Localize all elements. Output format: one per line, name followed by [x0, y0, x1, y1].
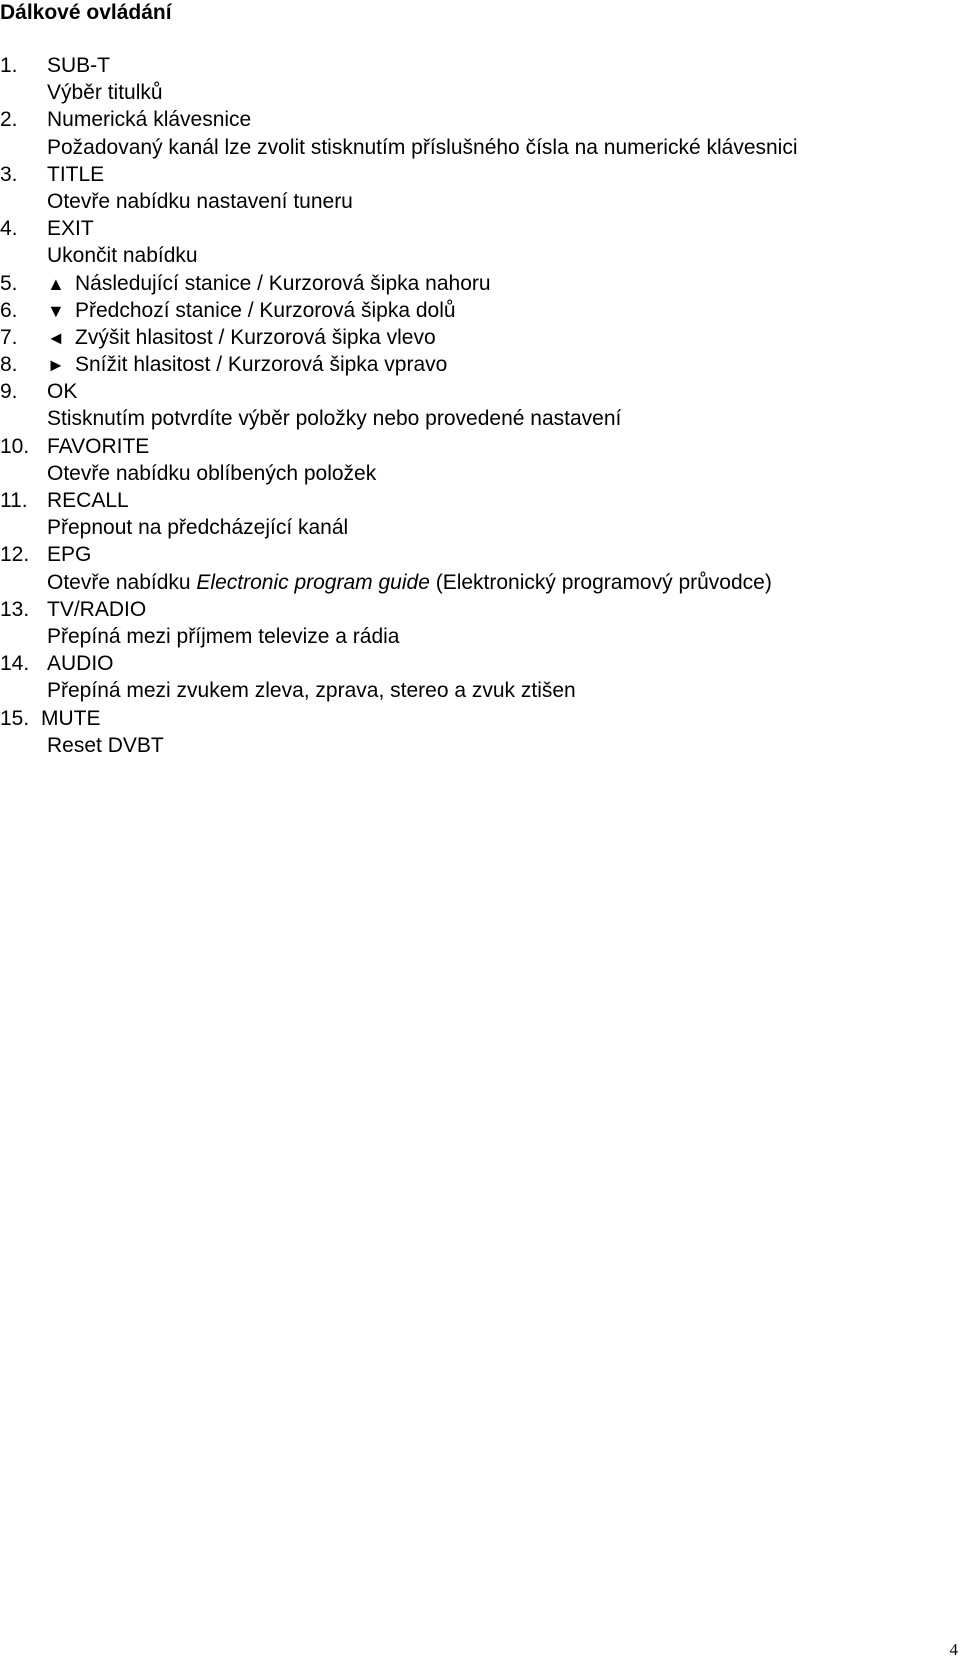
list-item-desc-row — [0, 134, 950, 161]
list-item-label-row — [0, 596, 950, 623]
item-label: FAVORITE — [47, 434, 150, 458]
item-description: Přepíná mezi příjmem televize a rádia — [47, 624, 400, 648]
item-description: Otevře nabídku nastavení tuneru — [47, 189, 353, 213]
item-number: 3. — [0, 162, 18, 186]
item-number: 13. — [0, 597, 30, 621]
list-item-label-row — [0, 705, 950, 732]
item-label — [47, 324, 436, 352]
item-description: Přepíná mezi zvukem zleva, zprava, stereo a zvuk ztišen — [47, 679, 576, 703]
item-number: 8. — [0, 353, 18, 377]
item-label: OK — [47, 380, 78, 404]
list-item-label-row — [0, 378, 950, 405]
item-label: EPG — [47, 543, 92, 567]
arrow-down-icon: ▼ — [47, 300, 65, 321]
list-item-desc-row — [0, 677, 950, 704]
item-label — [47, 351, 447, 379]
desc-part: (Elektronický programový průvodce) — [429, 570, 772, 594]
list-item-desc-row — [0, 623, 950, 650]
item-number: 11. — [0, 489, 28, 512]
list-item-desc-row — [0, 514, 950, 541]
list-item-desc-row — [0, 405, 950, 432]
item-label: AUDIO — [47, 652, 114, 676]
list-item-desc-row — [0, 242, 950, 269]
item-number: 6. — [0, 298, 18, 322]
item-label-text: Následující stanice / Kurzorová šipka nahoru — [75, 271, 491, 295]
list-item-desc-row — [0, 569, 950, 596]
item-label: EXIT — [47, 217, 94, 241]
item-number: 4. — [0, 217, 18, 241]
item-description: Výběr titulků — [47, 81, 163, 105]
item-description: Přepnout na předcházející kanál — [47, 516, 349, 540]
item-description: Reset DVBT — [47, 733, 164, 757]
item-number: 2. — [0, 108, 18, 132]
list-item — [0, 270, 950, 297]
list-item — [0, 351, 950, 378]
list-item-label-row — [0, 487, 950, 514]
item-label: SUB-T — [47, 54, 110, 77]
list-item-label-row — [0, 215, 950, 242]
item-label: Numerická klávesnice — [47, 108, 252, 132]
item-label — [47, 297, 456, 325]
list-item-desc-row — [0, 732, 950, 759]
item-label: TV/RADIO — [47, 597, 147, 621]
list-item-label-row — [0, 52, 950, 79]
item-description: Ukončit nabídku — [47, 244, 198, 268]
item-label — [47, 270, 491, 298]
list-item-label-row — [0, 106, 950, 133]
list-item-desc-row — [0, 188, 950, 215]
item-label-text: Zvýšit hlasitost / Kurzorová šipka vlevo — [75, 325, 436, 349]
item-number: 10. — [0, 434, 30, 458]
list-item-label-row — [0, 161, 950, 188]
item-number: 5. — [0, 271, 18, 295]
list-item — [0, 324, 950, 351]
page-number: 4 — [949, 1640, 958, 1659]
list-item-label-row — [0, 650, 950, 677]
list-item-label-row — [0, 541, 950, 568]
arrow-left-icon: ◄ — [47, 327, 65, 348]
item-label: MUTE — [41, 706, 101, 730]
item-description: Požadovaný kanál lze zvolit stisknutím příslušného čísla na numerické klávesnici — [47, 135, 798, 159]
list-item-label-row — [0, 433, 950, 460]
arrow-up-icon: ▲ — [47, 273, 65, 294]
item-number: 15. — [0, 706, 30, 730]
list-item-desc-row — [0, 79, 950, 106]
item-number: 14. — [0, 652, 30, 676]
item-label-text: Snížit hlasitost / Kurzorová šipka vpravo — [75, 353, 448, 377]
item-label: RECALL — [47, 489, 129, 512]
item-label-text: Předchozí stanice / Kurzorová šipka dolů — [75, 298, 456, 322]
item-description: Otevře nabídku oblíbených položek — [47, 461, 377, 485]
remote-control-list — [0, 52, 950, 759]
page-title: Dálkové ovládání — [0, 1, 172, 24]
list-item-desc-row — [0, 460, 950, 487]
item-number: 7. — [0, 325, 18, 349]
arrow-right-icon: ► — [47, 355, 65, 376]
desc-part: Otevře nabídku — [47, 570, 197, 594]
item-number: 1. — [0, 54, 18, 77]
desc-italic-part: Electronic program guide — [196, 570, 430, 594]
item-description: Stisknutím potvrdíte výběr položky nebo provedené nastavení — [47, 407, 622, 431]
item-number: 9. — [0, 380, 18, 404]
item-number: 12. — [0, 543, 30, 567]
item-description — [47, 569, 772, 596]
item-label: TITLE — [47, 162, 105, 186]
list-item — [0, 297, 950, 324]
